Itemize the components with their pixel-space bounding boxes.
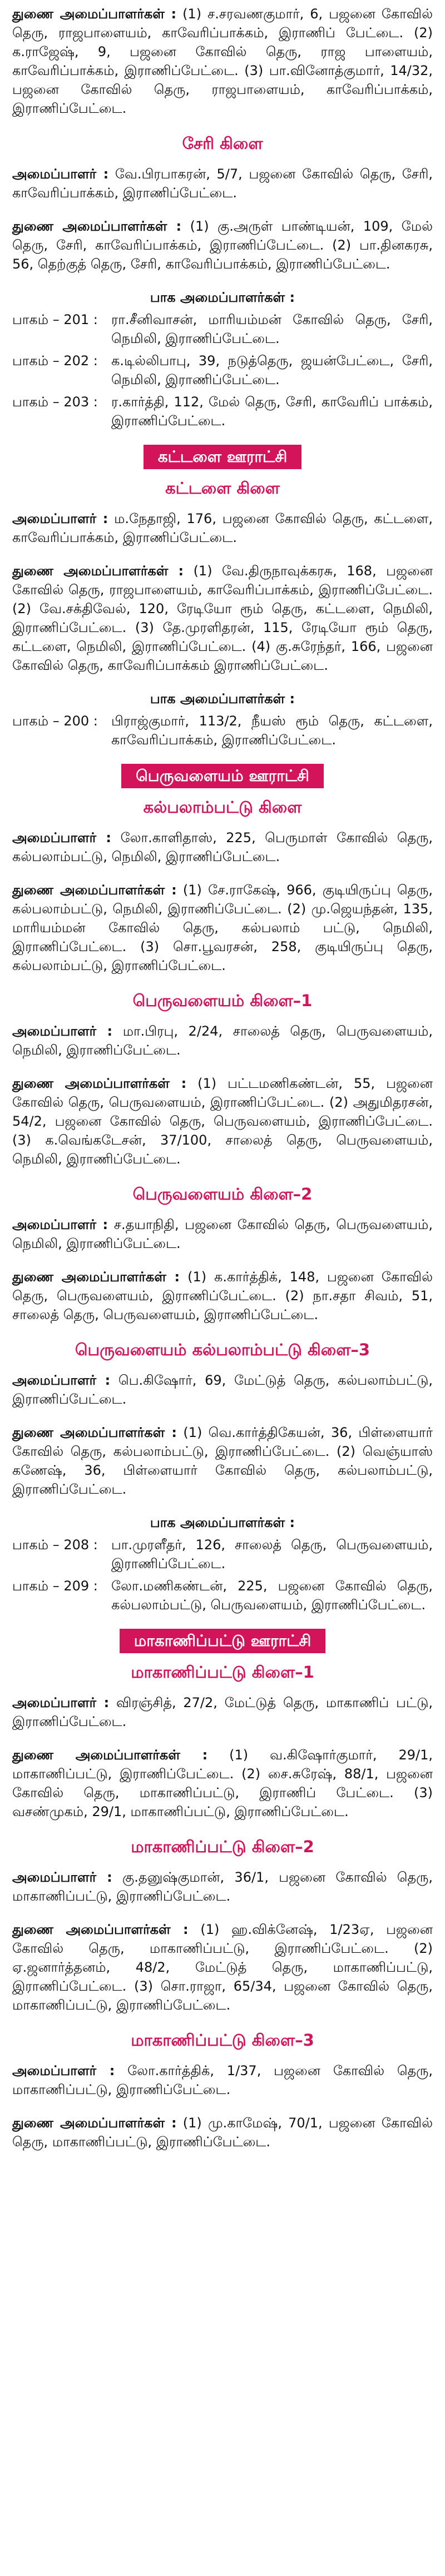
branch-officer [12,1022,433,1060]
officer-paragraph [12,1215,433,1253]
booth-text: ரா.சீனிவாசன், மாரியம்மன் கோவில் தெரு, சேரி, நெமிலி, இராணிப்பேட்டை. [111,312,433,346]
deputy-label: துணை அமைப்பாளர்கள் : [12,563,184,579]
booth-number: பாகம் – 202 : [12,353,98,369]
deputy-text: (1) க.கார்த்திக், 148, பஜனை கோவில் தெரு, பெருவளையம், இராணிப்பேட்டை. (2) நா.சதா சிவம், 51, சாலைத் தெரு, பெருவளையம், இராணிப்பேட்டை. [12,1269,433,1322]
officer-paragraph [12,165,433,202]
officer-text: வே.பிரபாகரன், 5/7, பஜனை கோவில் தெரு, சேரி, காவேரிப்பாக்கம், இராணிப்பேட்டை. [12,166,433,201]
branch-deputies [12,1074,433,1168]
branch-officer [12,1215,433,1253]
deputy-label: துணை அமைப்பாளர்கள் : [12,2115,177,2131]
booth-row [12,392,433,430]
deputy-text: (1) ச.சரவணகுமார், 6, பஜனை கோவில் தெரு, ராஜபாளையம், காவேரிப்பாக்கம், இராணிப் பேட்டை. (2) க.ராஜேஷ், 9, பஜனை கோவில் தெரு, ராஜ பாளையம், காவேரிப்பாக்கம், இராணிப்பேட்டை. (3) பா.வினோத்குமார், 14/32, பஜனை கோவில் தெரு, ராஜபாளையம், காவேரிப்பாக்கம், இராணிப்பேட்டை. [12,6,433,116]
deputy-label: துணை அமைப்பாளர்கள் : [12,1425,177,1440]
booth-officers [12,288,433,430]
booth-row [12,351,433,389]
deputy-label: துணை அமைப்பாளர்கள் : [12,6,177,22]
deputy-paragraph [12,1423,433,1499]
branch-officer [12,1371,433,1409]
officer-paragraph [12,2061,433,2099]
officer-label: அமைப்பாளர் : [12,1023,113,1039]
deputy-text: (1) வே.திருநாவுக்கரசு, 168, பஜனை கோவில் தெரு, ராஜபாளையம், காவேரிப்பாக்கம், இராணிப்பேட்டை. (2) வே.சக்திவேல், 120, ரேடியோ ரூம் தெரு, கட்டளை, நெமிலி, இராணிப்பேட்டை. (3) தே.முரளிதரன், 115, ரேடியோ ரூம் தெரு, கட்டளை, நெமிலி, இராணிப்பேட்டை. (4) கு.சுரேந்தர், 166, பஜனை கோவில் தெரு, காவேரிப்பாக்கம் இராணிப்பேட்டை. [12,563,433,673]
deputy-label: துணை அமைப்பாளர்கள் : [12,1922,189,1937]
branch-deputies [12,881,433,975]
branch-officer [12,1868,433,1906]
deputy-label: துணை அமைப்பாளர்கள் : [12,1076,187,1091]
deputy-text: (1) கு.அருள் பாண்டியன், 109, மேல் தெரு, சேரி, காவேரிப்பாக்கம், இராணிப்பேட்டை. (2) பா.தினகரசு, 56, தெற்குத் தெரு, சேரி, காவேரிப்பாக்கம், இராணிப்பேட்டை. [12,218,433,272]
panchayat-banner-wrap [12,764,433,788]
officer-label: அமைப்பாளர் : [12,830,112,846]
officer-paragraph [12,828,433,866]
deputy-paragraph [12,1074,433,1168]
officer-label: அமைப்பாளர் : [12,511,108,526]
deputy-text: (1) சே.ராகேஷ், 966, குடியிருப்பு தெரு, கல்பலாம்பட்டு, நெமிலி, இராணிப்பேட்டை. (2) மு.ஜெயந்தன், 135, மாரியம்மன் கோவில் தெரு, கல்பலாம் பட்டு, நெமிலி, இராணிப்பேட்டை. (3) சொ.பூவரசன், 258, குடியிருப்பு தெரு, கல்பலாம்பட்டு, இராணிப்பேட்டை. [12,882,433,973]
panchayat-banner: மாகாணிப்பட்டு ஊராட்சி [120,1629,326,1653]
booth-text: பா.முரளீதர், 126, சாலைத் தெரு, பெருவளையம், இராணிப்பேட்டை. [111,1537,433,1572]
deputy-paragraph [12,561,433,675]
branch-deputies [12,1423,433,1499]
branch-deputies [12,2113,433,2151]
officer-paragraph [12,509,433,547]
officer-paragraph [12,1868,433,1906]
booth-title: பாக அமைப்பாளர்கள் : [150,290,295,305]
branch-officer [12,165,433,202]
branch-deputies [12,1920,433,2015]
deputy-label: துணை அமைப்பாளர்கள் : [12,882,177,898]
branch-deputies [12,217,433,273]
booth-row [12,712,433,749]
deputy-text: (1) மு.காமேஷ், 70/1, பஜனை கோவில் தெரு, மாகாணிப்பட்டு, இராணிப்பேட்டை. [12,2115,433,2150]
panchayat-banner-wrap [12,445,433,469]
branch-heading: பெருவளையம் கிளை–1 [132,991,313,1010]
booth-title: பாக அமைப்பாளர்கள் : [150,691,295,707]
section-continuation [12,4,433,118]
officer-label: அமைப்பாளர் : [12,1217,108,1232]
booth-text: ர.கார்த்தி, 112, மேல் தெரு, சேரி, காவேரிப் பாக்கம், இராணிப்பேட்டை. [111,394,433,429]
deputy-label: துணை அமைப்பாளர்கள் : [12,218,182,234]
branch-heading: பெருவளையம் கல்பலாம்பட்டு கிளை–3 [75,1340,370,1359]
deputy-paragraph [12,1267,433,1324]
booth-number: பாகம் – 200 : [12,713,98,729]
deputy-text: (1) பட்டமணிகண்டன், 55, பஜனை கோவில் தெரு, பெருவளையம், இராணிப்பேட்டை. (2) அதுமிதரசன், 54/2, பஜனை கோவில் தெரு, பெருவளையம், இராணிப்பேட்டை. (3) க.வெங்கடேசன், 37/100, சாலைத் தெரு, பெருவளையம், நெமிலி, இராணிப்பேட்டை. [12,1076,433,1167]
branch-heading: மாகாணிப்பட்டு கிளை–1 [131,1663,314,1682]
branch-heading: கட்டளை கிளை [165,479,280,498]
officer-label: அமைப்பாளர் : [12,2063,115,2078]
branch-officer [12,828,433,866]
booth-title: பாக அமைப்பாளர்கள் : [150,1515,295,1530]
panchayat-banner-wrap [12,1629,433,1653]
branch-deputies [12,561,433,675]
officer-text: பெ.கிஷோர், 69, மேட்டுத் தெரு, கல்பலாம்பட்டு, இராணிப்பேட்டை. [12,1372,433,1407]
branch-heading: பெருவளையம் கிளை–2 [132,1185,313,1204]
branch-officer [12,1693,433,1731]
booth-number: பாகம் – 201 : [12,312,98,327]
deputy-label: துணை அமைப்பாளர்கள் : [12,1747,208,1763]
branch-deputies [12,1267,433,1324]
deputy-text: (1) வெ.கார்த்திகேயன், 36, பிள்ளையார் கோவில் தெரு, கல்பலாம்பட்டு, இராணிப்பேட்டை. (2) வெஞ்யாஸ் கணேஷ், 36, பிள்ளையார் கோவில் தெரு, கல்பலாம்பட்டு, இராணிப்பேட்டை. [12,1425,433,1497]
deputy-label: துணை அமைப்பாளர்கள் : [12,1269,180,1285]
booth-row [12,1535,433,1573]
branch-heading: சேரி கிளை [182,134,263,153]
booth-text: பிராஜ்குமார், 113/2, நீயஸ் ரூம் தெரு, கட்டளை, காவேரிப்பாக்கம், இராணிப்பேட்டை. [111,713,433,748]
branch-officer [12,509,433,547]
panchayat-banner: கட்டளை ஊராட்சி [144,445,302,469]
officer-paragraph [12,1693,433,1731]
booth-text: க.டில்லிபாபு, 39, நடுத்தெரு, ஜயன்பேட்டை, சேரி, நெமிலி, இராணிப்பேட்டை. [111,353,433,387]
officer-paragraph [12,1022,433,1060]
booth-row [12,310,433,348]
booth-officers [12,1513,433,1614]
officer-label: அமைப்பாளர் : [12,1869,112,1885]
booth-number: பாகம் – 209 : [12,1578,98,1594]
officer-text: ம.நேதாஜி, 176, பஜனை கோவில் தெரு, கட்டளை, காவேரிப்பாக்கம், இராணிப்பேட்டை. [12,511,433,545]
branch-officer [12,2061,433,2099]
officer-paragraph [12,1371,433,1409]
branch-deputies [12,1745,433,1821]
booth-number: பாகம் – 203 : [12,394,98,410]
deputy-text: (1) ஹ.விக்னேஷ், 1/23ஏ, பஜனை கோவில் தெரு, மாகாணிப்பட்டு, இராணிப்பேட்டை. (2) ஏ.ஜனார்த்தனம், 48/2, மேட்டுத் தெரு, மாகாணிப்பட்டு, இராணிப்பேட்டை. (3) சொ.ராஜா, 65/34, பஜனை கோவில் தெரு, மாகாணிப்பட்டு, இராணிப்பேட்டை. [12,1922,433,2013]
deputy-paragraph [12,1745,433,1821]
deputy-paragraph [12,1920,433,2015]
branch-heading: மாகாணிப்பட்டு கிளை–3 [131,2031,314,2050]
officer-text: லோ.கார்த்திக், 1/37, பஜனை கோவில் தெரு, மாகாணிப்பட்டு, இராணிப்பேட்டை. [12,2063,433,2097]
booth-row [12,1577,433,1614]
panchayat-banner: பெருவளையம் ஊராட்சி [121,764,324,788]
booth-text: லோ.மணிகண்டன், 225, பஜனை கோவில் தெரு, கல்பலாம்பட்டு, பெருவளையம், இராணிப்பேட்டை. [111,1578,433,1613]
officer-text: லோ.காளிதாஸ், 225, பெருமாள் கோவில் தெரு, கல்பலாம்பட்டு, நெமிலி, இராணிப்பேட்டை. [12,830,433,864]
booth-officers [12,689,433,749]
officer-text: ச.தயாநிதி, பஜனை கோவில் தெரு, பெருவளையம், நெமிலி, இராணிப்பேட்டை. [12,1217,433,1251]
branch-heading: கல்பலாம்பட்டு கிளை [143,798,302,817]
officer-label: அமைப்பாளர் : [12,166,109,182]
officer-label: அமைப்பாளர் : [12,1372,111,1388]
booth-number: பாகம் – 208 : [12,1537,98,1553]
branch-heading: மாகாணிப்பட்டு கிளை–2 [131,1837,314,1856]
deputy-paragraph [12,217,433,273]
officer-text: மா.பிரபு, 2/24, சாலைத் தெரு, பெருவளையம், நெமிலி, இராணிப்பேட்டை. [12,1023,433,1058]
deputy-text: (1) வ.கிஷோர்குமார், 29/1, மாகாணிப்பட்டு, இராணிப்பேட்டை. (2) சை.சுரேஷ், 88/1, பஜனை கோவில் தெரு, மாகாணிப்பட்டு, இராணிப் பேட்டை. (3) வசண்முகம், 29/1, மாகாணிப்பட்டு, இராணிப்பேட்டை. [12,1747,433,1819]
officer-text: விரஞ்சித், 27/2, மேட்டுத் தெரு, மாகாணிப் பட்டு, இராணிப்பேட்டை. [12,1695,433,1729]
deputy-paragraph [12,4,433,118]
deputy-paragraph [12,2113,433,2151]
deputy-paragraph [12,881,433,975]
officer-text: கு.தனுஷ்குமான், 36/1, பஜனை கோவில் தெரு, மாகாணிப்பட்டு, இராணிப்பேட்டை. [12,1869,433,1904]
officer-label: அமைப்பாளர் : [12,1695,110,1710]
